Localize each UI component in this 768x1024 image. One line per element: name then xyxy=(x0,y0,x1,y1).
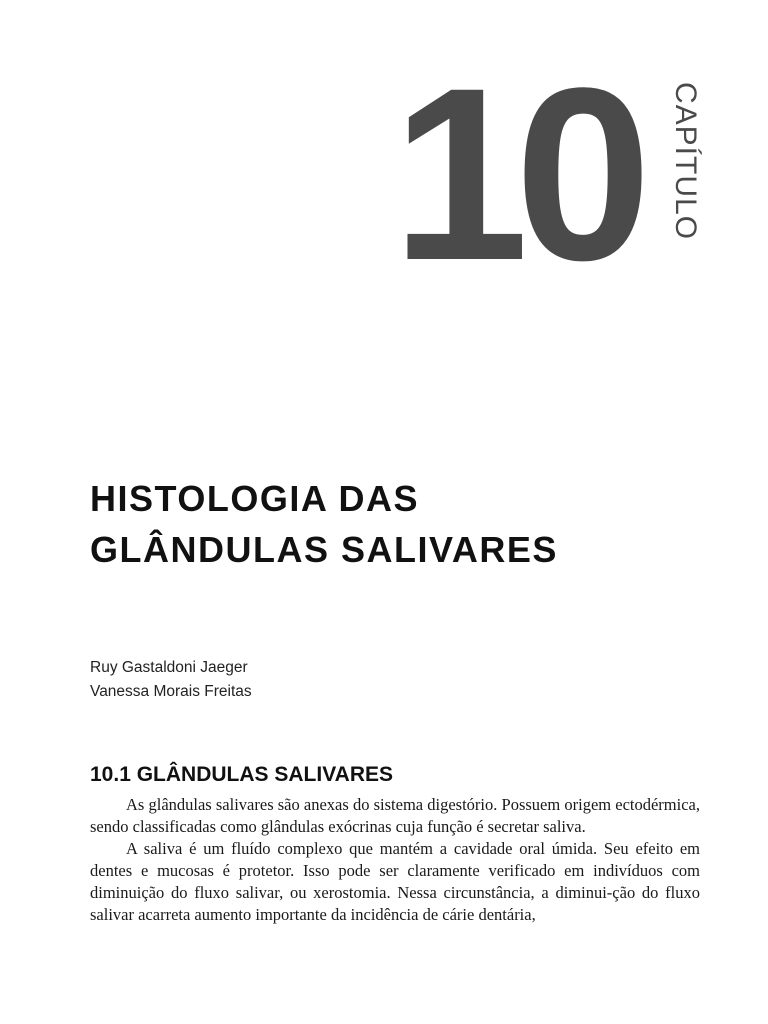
author-name: Ruy Gastaldoni Jaeger xyxy=(90,659,248,676)
paragraph: A saliva é um fluído complexo que mantém a cavidade oral úmida. Seu efeito em dentes e mucosas é protetor. Isso pode ser claramente verificado em indivíduos com diminuição do fluxo salivar, ou xerostomia. Nessa circunstância, a diminui-ção do fluxo salivar acarreta aumento importante da incidência de cárie dentária, xyxy=(90,839,700,924)
body-text xyxy=(90,794,700,926)
chapter-label: CAPÍTULO xyxy=(669,82,702,241)
chapter-title xyxy=(90,473,710,575)
chapter-title-line-2: GLÂNDULAS SALIVARES xyxy=(90,529,558,570)
author-list xyxy=(90,656,252,704)
paragraph: As glândulas salivares são anexas do sistema digestório. Possuem origem ectodérmica, sendo classificadas como glândulas exócrinas cuja função é secretar saliva. xyxy=(90,795,700,836)
chapter-number: 10 xyxy=(392,37,638,312)
chapter-title-line-1: HISTOLOGIA DAS xyxy=(90,478,420,519)
author-name: Vanessa Morais Freitas xyxy=(90,683,252,700)
section-heading: 10.1 GLÂNDULAS SALIVARES xyxy=(90,763,393,786)
